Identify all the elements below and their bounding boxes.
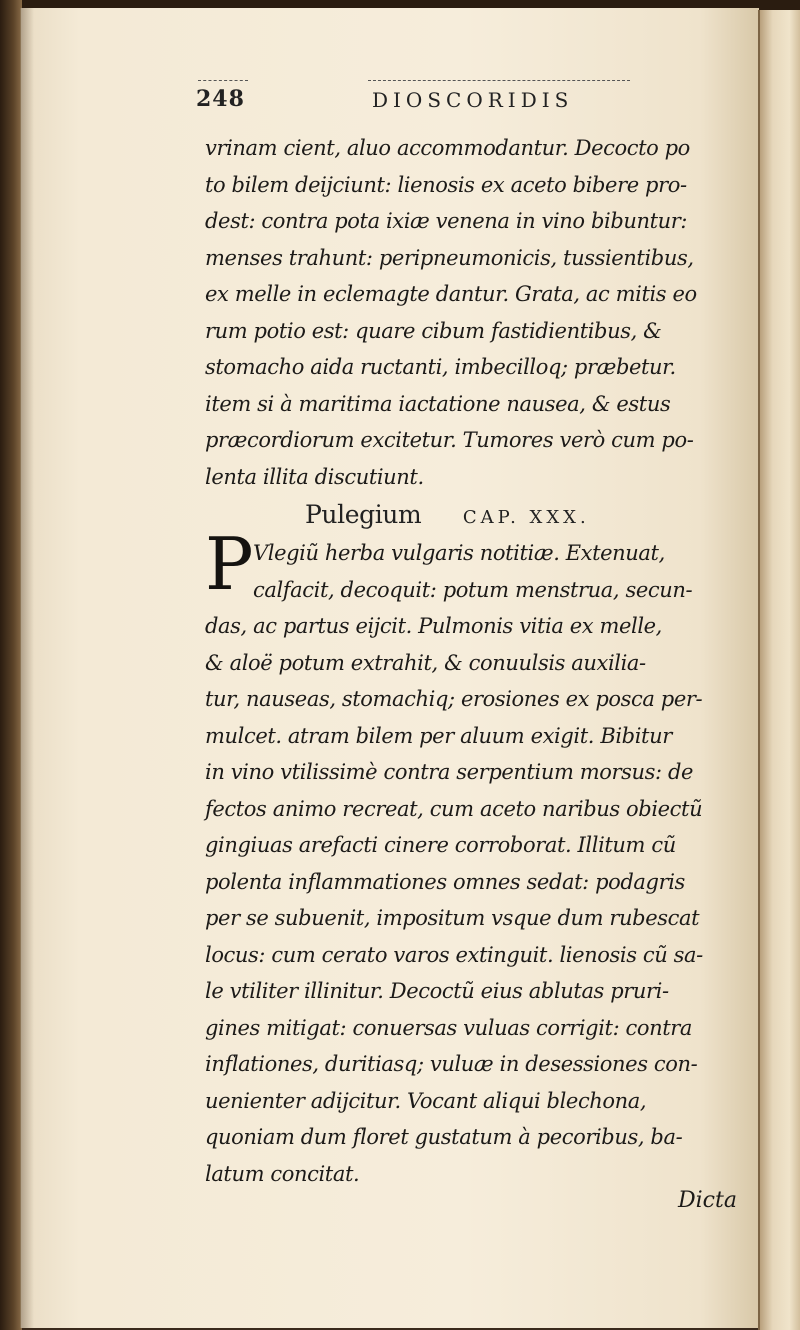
text-line: stomacho aida ructanti, imbecilloq; præbetur. <box>205 355 676 379</box>
text-line: item si à maritima iactatione nausea, & estus <box>205 391 671 416</box>
book-spine <box>0 0 22 1330</box>
text-line: in vino vtilissimè contra serpentium morsus: de <box>205 760 694 784</box>
text-line: menses trahunt: peripneumonicis, tussientibus, <box>205 245 694 270</box>
text-line: & aloë potum extrahit, & conuulsis auxilia- <box>205 650 646 675</box>
text-line: vrinam cient, aluo accommodantur. Decocto po <box>205 136 690 160</box>
running-head: DIOSCORIDIS <box>372 88 574 112</box>
drop-cap: P <box>205 522 254 606</box>
chapter-number: CAP. XXX. <box>462 507 590 528</box>
text-line: ex melle in eclemagte dantur. Grata, ac mitis eo <box>205 282 697 306</box>
text-line: lenta illita discutiunt. <box>205 464 424 489</box>
header-rule-left <box>198 80 248 81</box>
text-line: le vtiliter illinitur. Decoctũ eius ablutas pruri- <box>205 979 669 1003</box>
text-line: præcordiorum excitetur. Tumores verò cum po- <box>205 428 694 452</box>
text-line: fectos animo recreat, cum aceto naribus obiectũ <box>205 796 703 821</box>
header-rule-right <box>368 80 630 81</box>
text-line: to bilem deijciunt: lienosis ex aceto bibere pro- <box>205 172 687 197</box>
text-line: das, ac partus eijcit. Pulmonis vitia ex melle, <box>205 614 662 638</box>
catchword: Dicta <box>678 1188 737 1213</box>
text-line: calfacit, decoquit: potum menstrua, secun- <box>253 577 693 602</box>
text-line: gingiuas arefacti cinere corroborat. Illitum cũ <box>205 833 676 857</box>
binding-shadow <box>20 8 34 1328</box>
chapter-heading <box>205 495 750 535</box>
text-line: per se subuenit, impositum vsque dum rubescat <box>205 906 700 930</box>
text-line: locus: cum cerato varos extinguit. lienosis cũ sa- <box>205 942 703 967</box>
text-line: dest: contra pota ixiæ venena in vino bibuntur: <box>205 209 688 233</box>
text-line: tur, nauseas, stomachiq; erosiones ex posca per- <box>205 687 703 711</box>
page-header <box>196 80 636 116</box>
text-line: rum potio est: quare cibum fastidientibus, & <box>205 318 662 343</box>
text-line: quoniam dum floret gustatum à pecoribus, ba- <box>205 1125 683 1149</box>
text-line: inflationes, duritiasq; vuluæ in desessiones con- <box>205 1052 698 1076</box>
body-text <box>205 130 750 1192</box>
text-line: uenienter adijcitur. Vocant aliqui blechona, <box>205 1088 647 1113</box>
facing-page-edge <box>758 10 800 1330</box>
text-line: mulcet. atram bilem per aluum exigit. Bibitur <box>205 723 672 748</box>
chapter-title: Pulegium <box>305 500 422 529</box>
text-line: polenta inflammationes omnes sedat: podagris <box>205 869 685 894</box>
text-line: gines mitigat: conuersas vuluas corrigit: contra <box>205 1015 693 1040</box>
text-line: Vlegiũ herba vulgaris notitiæ. Extenuat, <box>253 541 665 565</box>
text-line: latum concitat. <box>205 1161 360 1186</box>
page-number: 248 <box>196 86 245 112</box>
